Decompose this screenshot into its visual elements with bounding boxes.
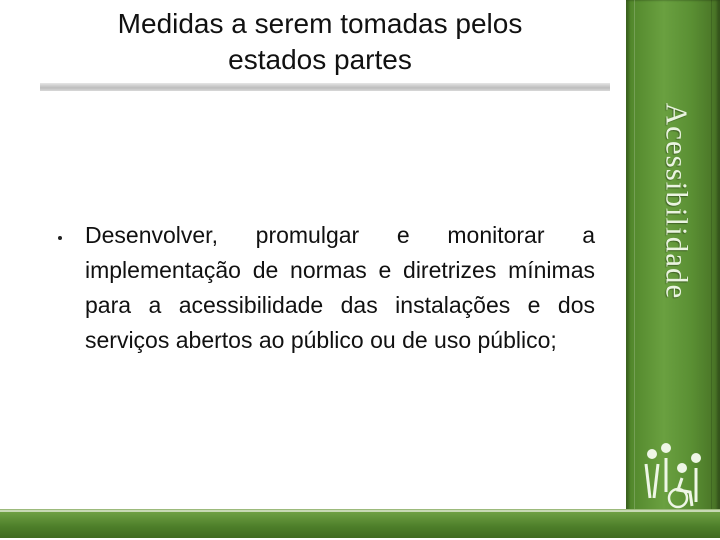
slide-title — [40, 6, 600, 78]
slide-title-line1: Medidas a serem tomadas pelos — [117, 8, 523, 39]
bottom-bar — [0, 510, 720, 538]
bullet-text: Desenvolver, promulgar e monitorar a implementação de normas e diretrizes mínimas para a acessibilidade das instalações e dos serviços abertos ao público ou de uso público; — [85, 222, 595, 353]
side-panel-label — [656, 96, 696, 306]
accessibility-people-icon — [632, 432, 716, 512]
title-divider — [40, 83, 610, 91]
slide-title-line2: estados partes — [228, 44, 412, 75]
bullet-marker — [58, 236, 62, 240]
side-panel-word: Acessibilidade — [659, 102, 695, 300]
